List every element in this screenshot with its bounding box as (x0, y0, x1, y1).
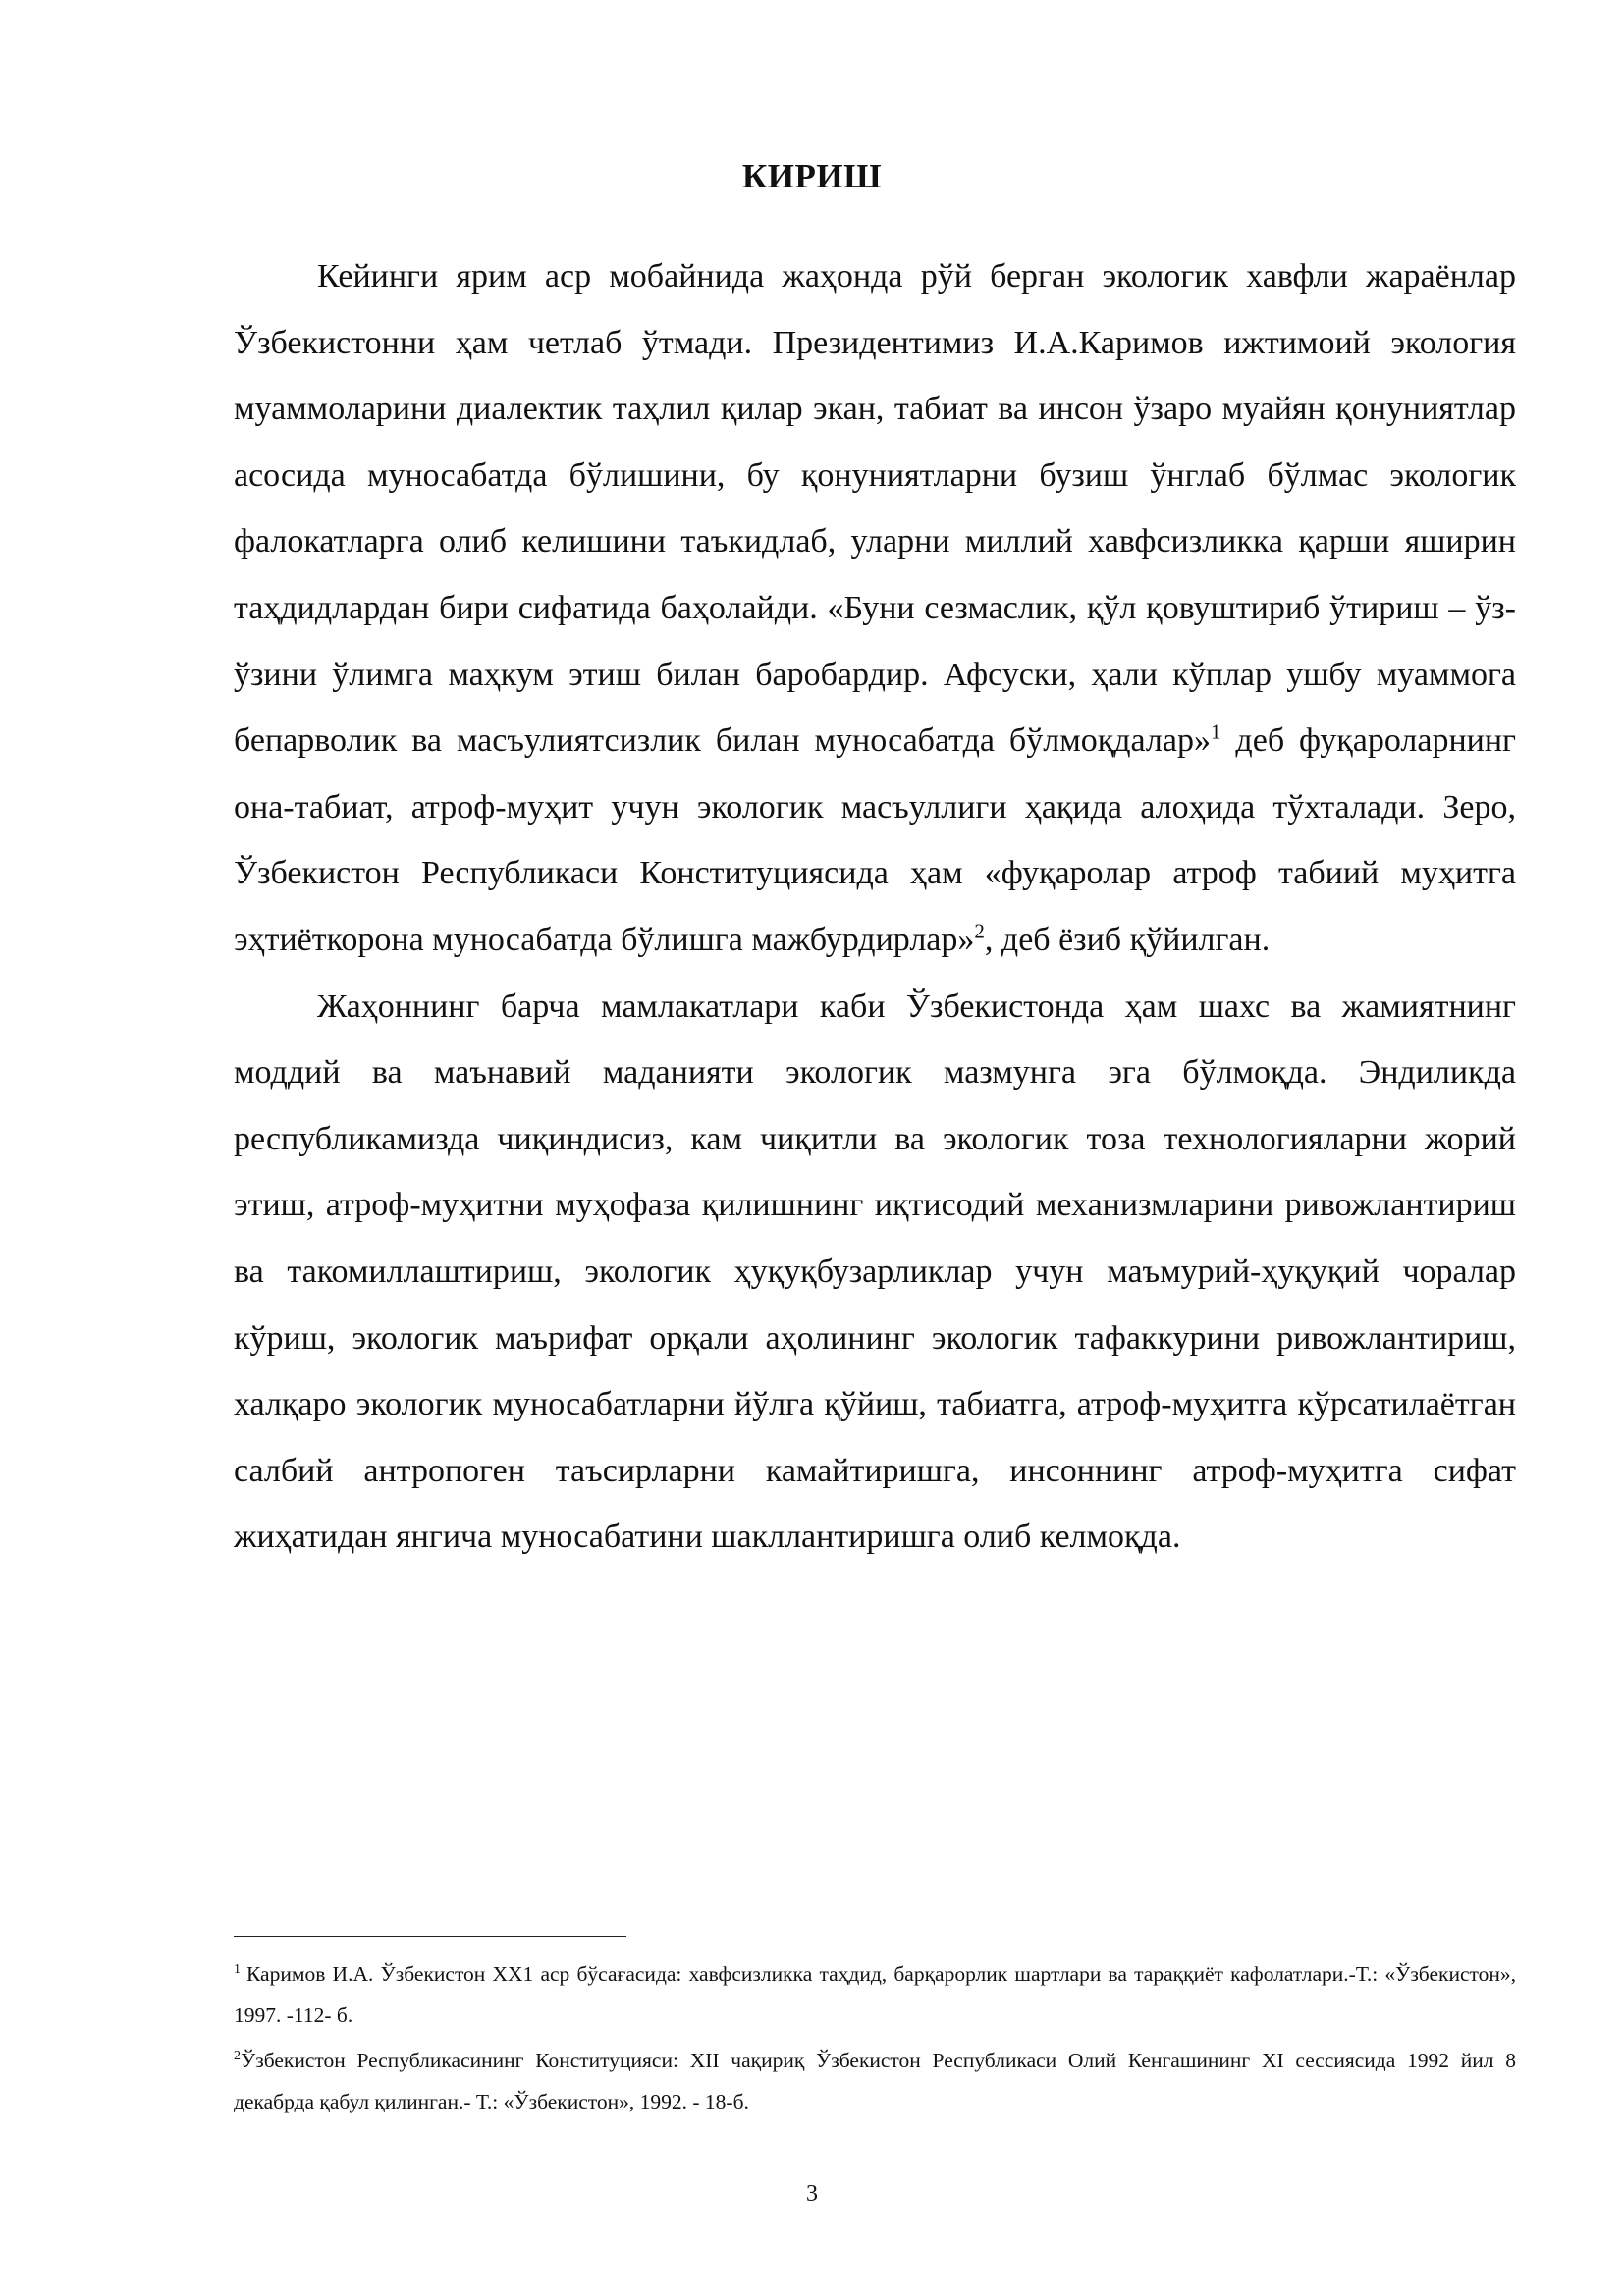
footnote-1 (234, 1953, 1516, 2036)
paragraph-1-text-end: , деб ёзиб қўйилган. (984, 921, 1271, 958)
footnote-1-text: Каримов И.А. Ўзбекистон XX1 аср бўсағасида: хавфсизликка таҳдид, барқарорлик шартлари ва тараққиёт кафолатлари.-Т.: «Ўзбекистон», 1997. -112- б. (234, 1962, 1516, 2027)
footnote-2 (234, 2040, 1516, 2122)
paragraph-1 (234, 243, 1516, 974)
page-title: КИРИШ (741, 157, 883, 195)
paragraph-2-text: Жаҳоннинг барча мамлакатлари каби Ўзбекистонда ҳам шахс ва жамиятнинг моддий ва маънавий маданияти экологик мазмунга эга бўлмоқда. Эндиликда республикамизда чиқиндисиз, кам чиқитли ва экологик тоза технологияларни жорий этиш, атроф-муҳитни муҳофаза қилишнинг иқтисодий механизмларини ривожлантириш ва такомиллаштириш, экологик ҳуқуқбузарликлар учун маъмурий-ҳуқуқий чоралар кўриш, экологик маърифат орқали аҳолининг экологик тафаккурини ривожлантириш, халқаро экологик муносабатларни йўлга қўйиш, табиатга, атроф-муҳитга кўрсатилаётган салбий антропоген таъсирларни камайтиришга, инсоннинг атроф-муҳитга сифат жиҳатидан янгича муносабатини шакллантиришга олиб келмоқда. (234, 988, 1516, 1556)
footnotes (234, 1953, 1516, 2126)
paragraph-1-text-start: Кейинги ярим аср мобайнида жаҳонда рўй берган экологик хавфли жараёнлар Ўзбекистонни ҳам четлаб ўтмади. Президентимиз И.А.Каримов ижтимоий экология муаммоларини диалектик таҳлил қилар экан, табиат ва инсон ўзаро муайян қонуниятлар асосида муносабатда бўлишини, бу қонуниятларни бузиш ўнглаб бўлмас экологик фалокатларга олиб келишини таъкидлаб, уларни миллий хавфсизликка қарши яширин таҳдидлардан бири сифатида баҳолайди. «Буни сезмаслик, қўл қовуштириб ўтириш – ўз-ўзини ўлимга маҳкум этиш билан баробардир. Афсуски, ҳали кўплар ушбу муаммога бепарволик ва масъулиятсизлик билан муносабатда бўлмоқдалар» (234, 258, 1516, 760)
footnote-separator (234, 1936, 626, 1937)
body-text (234, 243, 1516, 1571)
footnote-ref-2: 2 (974, 919, 985, 943)
paragraph-2 (234, 974, 1516, 1571)
footnote-marker-2: 2 (234, 2048, 241, 2063)
footnote-2-text: Ўзбекистон Республикасининг Конституцияси: XII чақириқ Ўзбекистон Республикаси Олий Кенгашининг XI сессиясида 1992 йил 8 декабрда қабул қилинган.- Т.: «Ўзбекистон», 1992. - 18-б. (234, 2049, 1516, 2113)
page-number: 3 (806, 2181, 818, 2207)
footnote-ref-1: 1 (1210, 720, 1221, 744)
footnote-marker-1: 1 (234, 1961, 241, 1977)
paragraph-1-text-middle: деб фуқароларнинг она-табиат, атроф-муҳит учун экологик масъуллиги ҳақида алоҳида тўхталади. Зеро, Ўзбекистон Республикаси Конституциясида ҳам «фуқаролар атроф табиий муҳитга эҳтиёткорона муносабатда бўлишга мажбурдирлар» (234, 722, 1516, 958)
